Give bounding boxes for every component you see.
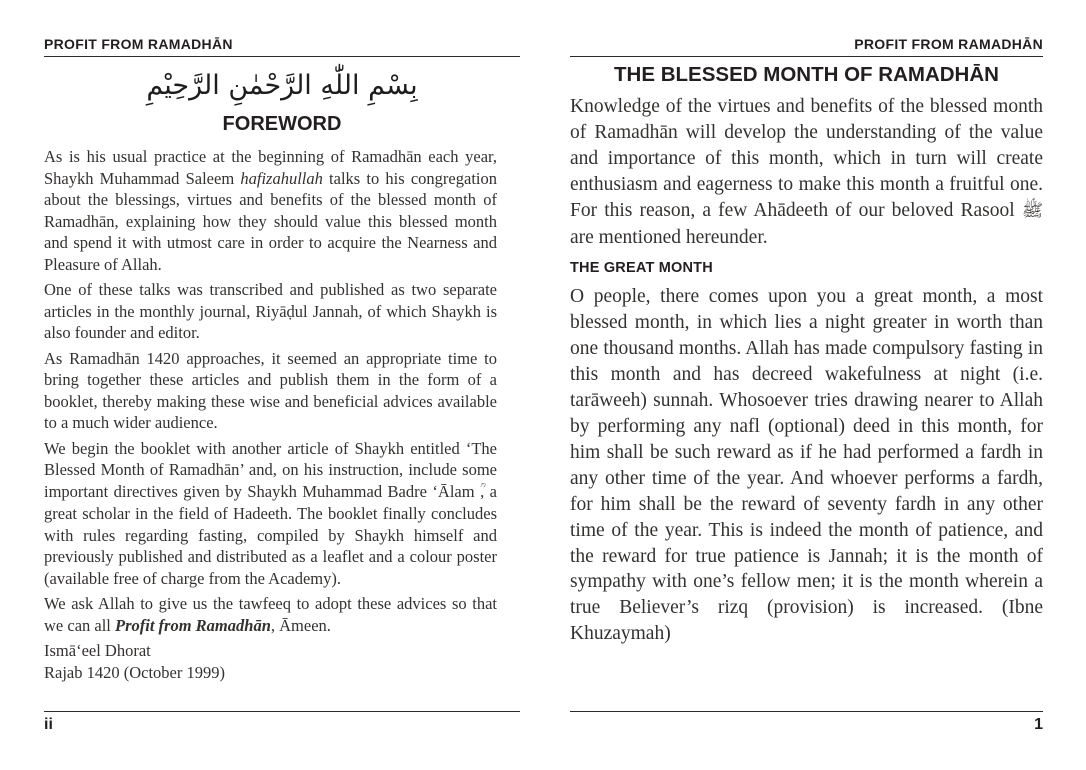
paragraph-text: , Āmeen. [270, 615, 331, 635]
footer-left [44, 711, 520, 734]
chapter-body [570, 94, 1043, 647]
intro-paragraph [570, 94, 1043, 250]
paragraph-text: We ask Allah to give us the tawfeeq to adopt these advices so that we can all [44, 594, 497, 635]
chapter-title: THE BLESSED MONTH OF RAMADHĀN [614, 63, 999, 86]
signature-name: Ismā‘eel Dhorat [44, 641, 151, 660]
paragraph-text: , a great scholar in the field of Hadeeth. The booklet finally concludes with rules regarding fasting, compiled by Shaykh himself and previously published and distributed as a leaflet and a colour poster (available free of charge from the Academy). [44, 481, 497, 588]
sallallahu-alayhi-wasallam-symbol: ﷺ [1021, 200, 1043, 221]
paragraph-text: As is his usual practice at the beginning of Ramadhān each year, Shaykh Muhammad Saleem [44, 147, 497, 188]
header-rule-left [44, 56, 520, 57]
section-heading: THE GREAT MONTH [570, 260, 713, 277]
header-rule-right [570, 56, 1043, 57]
left-page-content [44, 0, 520, 683]
paragraph-text: Knowledge of the virtues and benefits of the blessed month of Ramadhān will develop the understanding of the value and importance of this month, which in turn will create enthusiasm and eagerness to make this month a fruitful one. For this reason, a few Ahādeeth of our beloved Rasool [570, 96, 1043, 221]
foreword-body [44, 146, 520, 683]
foreword-paragraph-4 [44, 438, 497, 590]
paragraph-text: talks to his congregation about the blessings, virtues and benefits of the blessed month of Ramadhān, explaining how they should value this blessed month and spend it with utmost care in order to acquire the Nearness and Pleasure of Allah. [44, 168, 497, 274]
paragraph-text: are mentioned hereunder. [570, 226, 768, 248]
page-number-left: ii [44, 716, 53, 733]
foreword-paragraph-1 [44, 146, 497, 275]
hadeeth-paragraph: O people, there comes upon you a great month, a most blessed month, in which lies a night greater in worth than one thousand months. Allah has made compulsory fasting in this month and has decreed wakefulness at night (i.e. tarāweeh) sunnah. Whosoever tries drawing nearer to Allah by performing any nafl (optional) deed in this month, for him shall be such reward as if he had performed a fardh in any other time of the year. And whoever performs a fardh, for him shall be the reward of seventy fardh in any other time of the year. This is indeed the month of patience, and the reward for true patience is Jannah; it is the month of sympathy with one’s fellow men; it is the month wherein a true Believer’s rizq (provision) is increased. (Ibne Khuzaymah) [570, 286, 1043, 645]
italic-term: hafizahullah [240, 168, 323, 188]
right-page-content [570, 0, 1043, 647]
book-title-emphasis: Profit from Ramadhān [115, 615, 271, 635]
footer-rule-left [44, 711, 520, 712]
running-title-right: PROFIT FROM RAMADHĀN [854, 36, 1043, 52]
footer-right [570, 711, 1043, 734]
foreword-paragraph-2: One of these talks was transcribed and published as two separate articles in the monthly journal, Riyāḍul Jannah, of which Shaykh is also founder and editor. [44, 280, 497, 342]
foreword-title: FOREWORD [222, 113, 342, 135]
bismillah-calligraphy: بِسْمِ اللّٰهِ الرَّحْمٰنِ الرَّحِيْمِ [146, 70, 418, 101]
running-title-left: PROFIT FROM RAMADHĀN [44, 36, 233, 52]
page-number-right: 1 [1034, 716, 1043, 733]
footer-rule-right [570, 711, 1043, 712]
foreword-paragraph-3: As Ramadhān 1420 approaches, it seemed an appropriate time to bring together these articles and publish them in the form of a booklet, thereby making these wise and beneficial advices available to a much wider audience. [44, 348, 497, 432]
paragraph-text: We begin the booklet with another article of Shaykh entitled ‘The Blessed Month of Ramadhān’ and, on his instruction, include some important directives given by Shaykh Muhammad Badre ‘Ālam [44, 438, 497, 501]
foreword-paragraph-5 [44, 593, 497, 636]
signature-date: Rajab 1420 (October 1999) [44, 662, 225, 682]
right-page [543, 0, 1086, 770]
